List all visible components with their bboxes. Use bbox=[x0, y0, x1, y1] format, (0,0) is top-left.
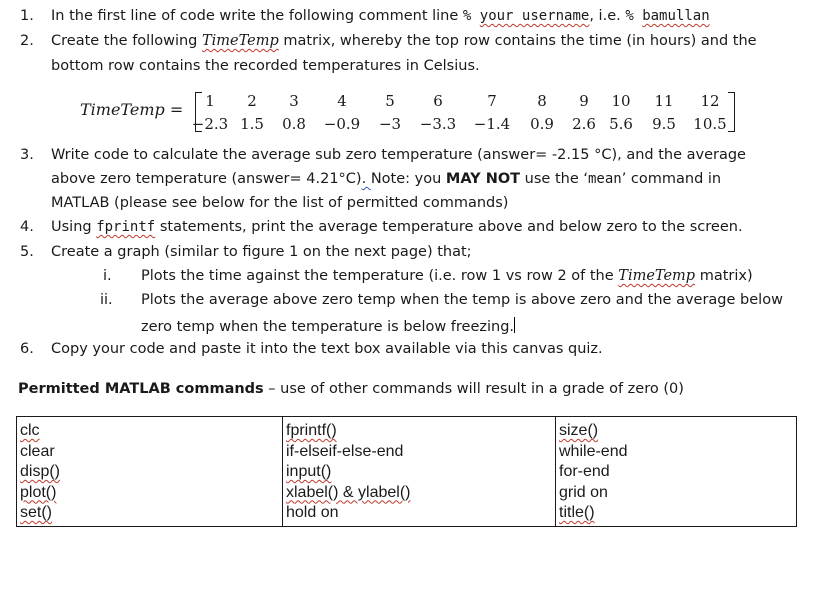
instruction-text: . bbox=[361, 171, 371, 187]
subitem-2: Plots the average above zero temp when the temp is above zero and the average below bbox=[141, 292, 783, 308]
instruction-3-cont bbox=[51, 171, 721, 187]
matrix-cell-time: 2 bbox=[247, 92, 257, 110]
permitted-commands-table bbox=[16, 416, 797, 527]
code-text: your username bbox=[479, 8, 590, 24]
command-item: title() bbox=[559, 504, 595, 521]
instruction-text: use the ‘ bbox=[520, 171, 588, 187]
code-text: % bbox=[462, 8, 480, 24]
matrix-cell-time: 9 bbox=[579, 92, 589, 110]
command-item: set() bbox=[20, 504, 52, 521]
item-number: 4. bbox=[20, 219, 34, 235]
matrix-label: TimeTemp = bbox=[80, 100, 184, 119]
matrix-cell-temperature: −3 bbox=[378, 115, 402, 133]
instruction-text: matrix) bbox=[695, 268, 753, 284]
instruction-3-cont2: MATLAB (please see below for the list of permitted commands) bbox=[51, 195, 509, 211]
code-text: mean bbox=[587, 171, 622, 187]
instruction-5: Create a graph (similar to figure 1 on the next page) that; bbox=[51, 244, 472, 260]
command-item: grid on bbox=[559, 483, 608, 501]
table-row bbox=[17, 417, 797, 527]
matrix-cell-temperature: 1.5 bbox=[240, 115, 264, 133]
commands-column-3 bbox=[556, 417, 797, 527]
matrix-cell-temperature: −2.3 bbox=[191, 115, 229, 133]
matrix-cell-time: 8 bbox=[537, 92, 547, 110]
matrix-cell-temperature: 2.6 bbox=[572, 115, 596, 133]
item-number: 3. bbox=[20, 147, 34, 163]
matrix-cell-time: 11 bbox=[654, 92, 674, 110]
matrix-cell-temperature: 0.8 bbox=[282, 115, 306, 133]
matrix-cell-time: 6 bbox=[433, 92, 443, 110]
command-item: while-end bbox=[559, 442, 628, 460]
command-item: size() bbox=[559, 422, 599, 439]
command-item: if-elseif-else-end bbox=[286, 442, 404, 460]
command-item: clear bbox=[20, 442, 55, 460]
matrix-cell-temperature: −3.3 bbox=[419, 115, 457, 133]
instruction-text: Plots the time against the temperature (i.e. row 1 vs row 2 of the bbox=[141, 268, 619, 284]
item-number: 2. bbox=[20, 33, 34, 49]
subitem-1 bbox=[141, 268, 753, 284]
instruction-text: ’ command in bbox=[621, 171, 722, 187]
matrix-cell-temperature: −0.9 bbox=[323, 115, 361, 133]
instruction-4 bbox=[51, 219, 743, 235]
command-item: disp() bbox=[20, 463, 61, 480]
instruction-text: , i.e. bbox=[589, 8, 626, 24]
instruction-text: above zero temperature (answer= 4.21°C) bbox=[51, 171, 362, 187]
code-text: fprintf bbox=[96, 219, 156, 235]
instruction-1 bbox=[51, 8, 710, 24]
item-number: 5. bbox=[20, 244, 34, 260]
instruction-text: Note: you bbox=[370, 171, 446, 187]
instruction-2-cont: bottom row contains the recorded temperatures in Celsius. bbox=[51, 58, 480, 74]
matrix-name: TimeTemp bbox=[618, 268, 696, 284]
command-item: xlabel() & ylabel() bbox=[286, 483, 411, 501]
item-number: 1. bbox=[20, 8, 34, 24]
subitem-number: ii. bbox=[100, 292, 113, 308]
subitem-number: i. bbox=[103, 268, 112, 284]
command-item: input() bbox=[286, 463, 332, 480]
permitted-title: Permitted MATLAB commands bbox=[18, 381, 264, 397]
commands-column-1 bbox=[17, 417, 283, 527]
instruction-6: Copy your code and paste it into the text box available via this canvas quiz. bbox=[51, 341, 603, 357]
commands-column-2 bbox=[283, 417, 556, 527]
matrix-cell-time: 1 bbox=[205, 92, 215, 110]
matrix-name: TimeTemp bbox=[202, 33, 279, 49]
emphasis-text: MAY NOT bbox=[445, 171, 521, 187]
matrix-cell-temperature: 9.5 bbox=[652, 115, 676, 133]
item-number: 6. bbox=[20, 341, 34, 357]
instruction-text: In the first line of code write the following comment line bbox=[51, 8, 463, 24]
matrix-cell-temperature: 5.6 bbox=[609, 115, 633, 133]
instruction-2 bbox=[51, 33, 757, 49]
matrix-cell-time: 12 bbox=[700, 92, 720, 110]
instruction-text: Using bbox=[51, 219, 97, 235]
matrix-cell-temperature: 0.9 bbox=[530, 115, 554, 133]
matrix-cell-temperature: −1.4 bbox=[473, 115, 511, 133]
matrix-cell-time: 4 bbox=[337, 92, 347, 110]
code-text: % bbox=[625, 8, 643, 24]
matrix-cell-time: 10 bbox=[611, 92, 631, 110]
subitem-2-cont bbox=[141, 317, 515, 335]
matrix-cell-time: 3 bbox=[289, 92, 299, 110]
command-item: clc bbox=[20, 422, 40, 439]
permitted-note: – use of other commands will result in a grade of zero (0) bbox=[263, 381, 684, 397]
command-item: fprintf() bbox=[286, 422, 337, 439]
instruction-3: Write code to calculate the average sub zero temperature (answer= -2.15 °C), and the average bbox=[51, 147, 746, 163]
instruction-text: statements, print the average temperature above and below zero to the screen. bbox=[155, 219, 743, 235]
text-cursor bbox=[514, 317, 515, 333]
matrix-cell-time: 7 bbox=[487, 92, 497, 110]
command-item: hold on bbox=[286, 504, 339, 521]
instruction-text: Create the following bbox=[51, 33, 202, 49]
instruction-text: zero temp when the temperature is below freezing. bbox=[141, 319, 515, 335]
timetemp-matrix bbox=[80, 90, 740, 136]
command-item: plot() bbox=[20, 483, 57, 501]
permitted-heading bbox=[18, 381, 684, 397]
command-item: for-end bbox=[559, 463, 610, 480]
matrix-cell-temperature: 10.5 bbox=[693, 115, 727, 133]
instruction-text: matrix, whereby the top row contains the time (in hours) and the bbox=[278, 33, 757, 49]
matrix-cell-time: 5 bbox=[385, 92, 395, 110]
code-text: bamullan bbox=[642, 8, 710, 24]
